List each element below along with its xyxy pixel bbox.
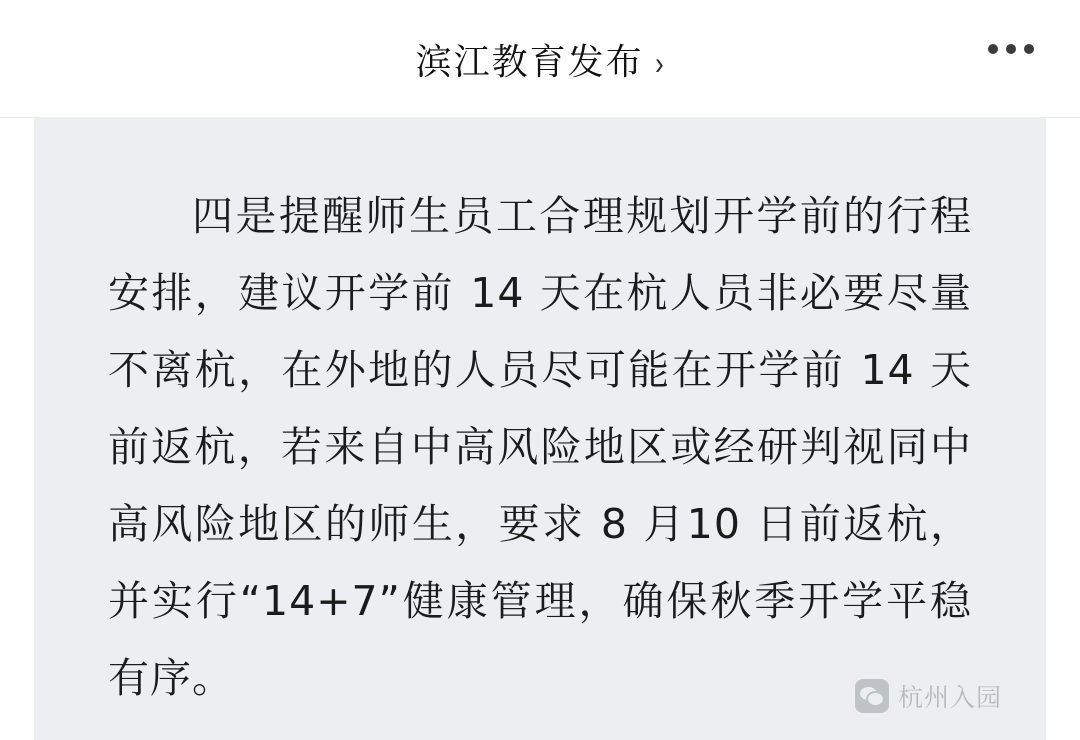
account-name: 滨江教育发布 bbox=[415, 41, 644, 83]
more-dot-1 bbox=[988, 44, 998, 54]
article-header bbox=[0, 0, 1080, 118]
chevron-right-icon: › bbox=[654, 44, 664, 81]
article-paragraph: 四是提醒师生员工合理规划开学前的行程安排，建议开学前 14 天在杭人员非必要尽量不离杭，在外地的人员尽可能在开学前 14 天前返杭，若来自中高风险地区或经研判视同中高风险地区的师生，要求 8 月10 日前返杭，并实行“14+7”健康管理，确保秋季开学平稳有序。 bbox=[108, 192, 972, 702]
left-margin-strip bbox=[0, 118, 34, 740]
right-margin-strip bbox=[1046, 118, 1080, 740]
more-dot-2 bbox=[1006, 44, 1016, 54]
more-options-icon[interactable] bbox=[988, 44, 1034, 54]
wechat-icon bbox=[855, 679, 889, 713]
account-link[interactable] bbox=[416, 34, 665, 85]
more-dot-3 bbox=[1024, 44, 1034, 54]
article-body bbox=[34, 118, 1046, 740]
watermark bbox=[855, 678, 1002, 714]
watermark-label: 杭州入园 bbox=[897, 683, 1002, 712]
